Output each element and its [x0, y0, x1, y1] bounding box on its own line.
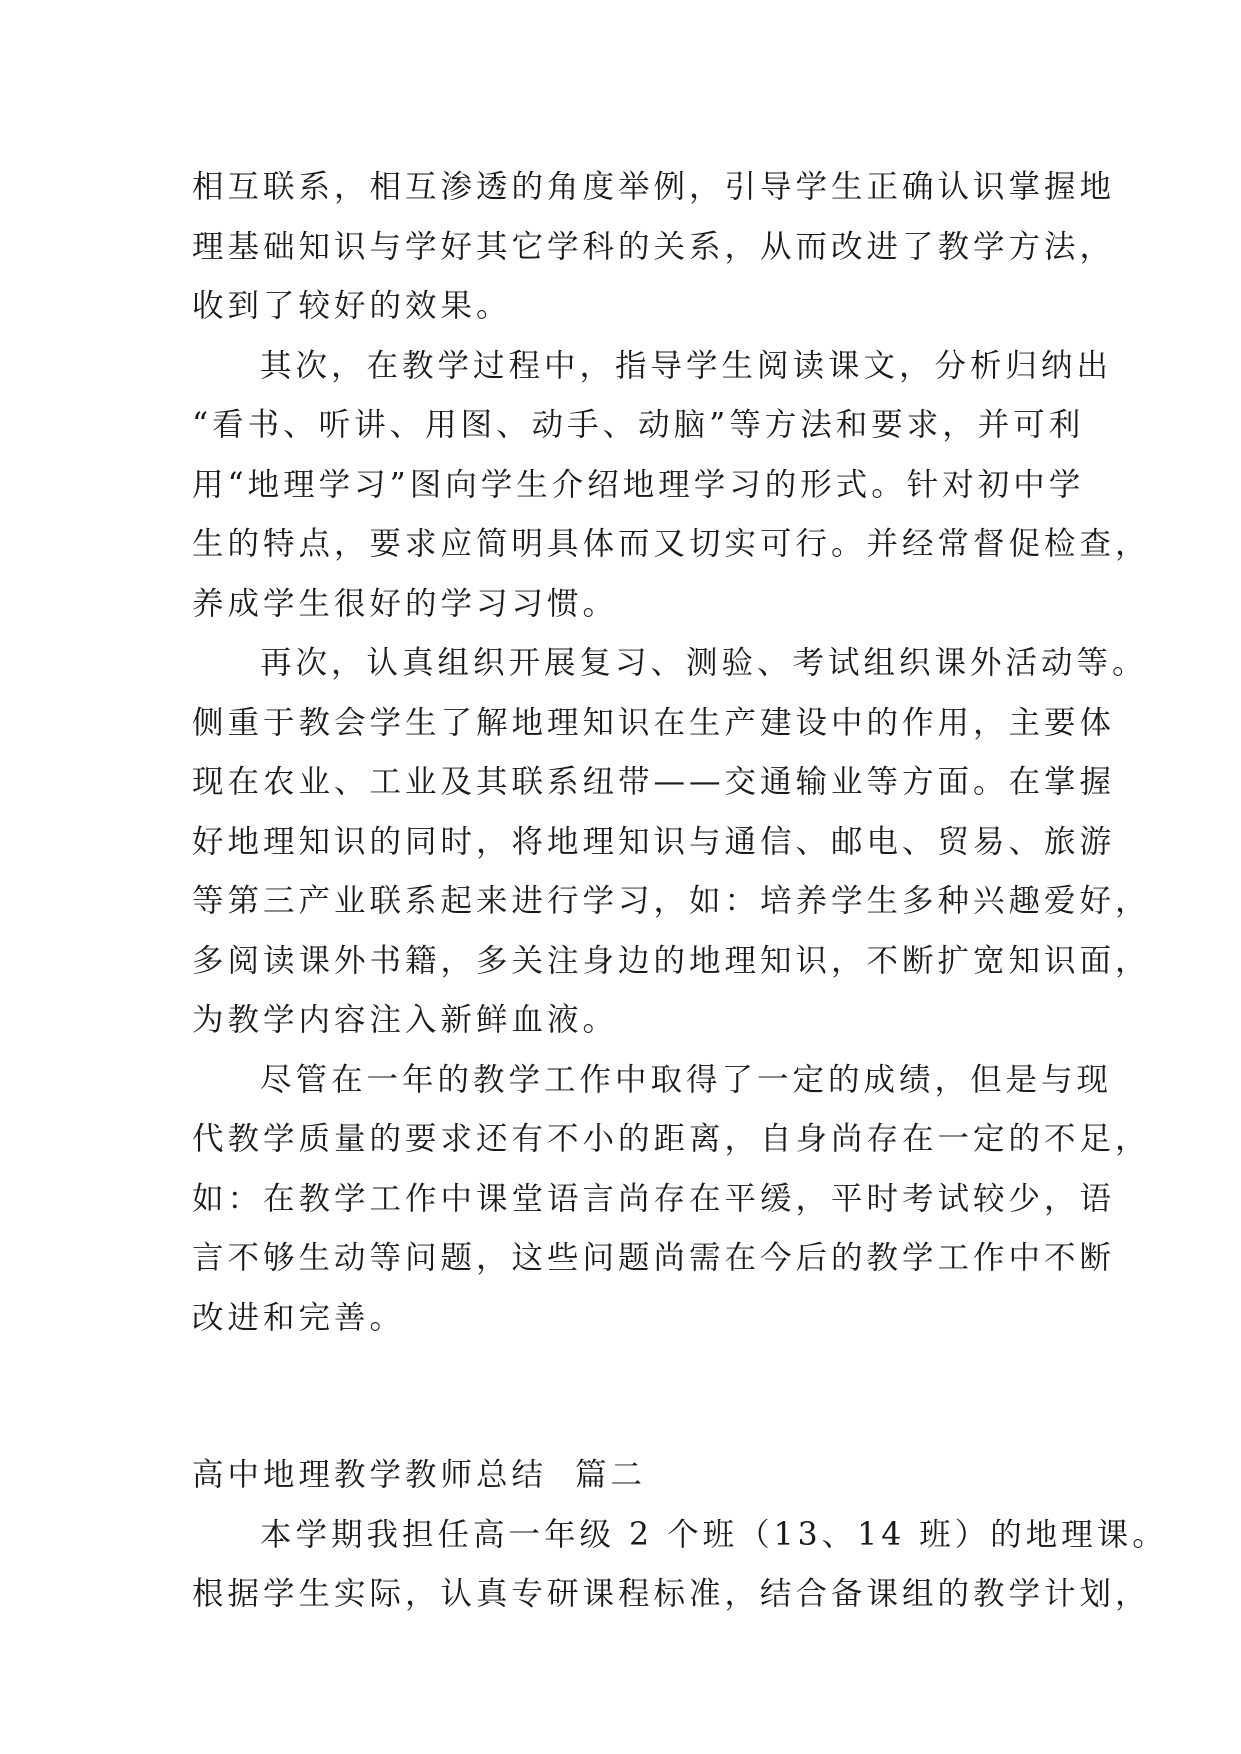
paragraph-start-line: 再次，认真组织开展复习、测验、考试组织课外活动等。 [260, 645, 1148, 681]
text-line: 收到了较好的效果。 [192, 288, 512, 324]
text-line: 为教学内容注入新鲜血液。 [192, 1002, 619, 1038]
text-line: 好地理知识的同时，将地理知识与通信、邮电、贸易、旅游 [192, 823, 1116, 860]
body-text-part1 [192, 158, 1151, 1348]
text-line: 用“地理学习”图向学生介绍地理学习的形式。针对初中学 [192, 466, 1085, 503]
text-line: “看书、听讲、用图、动手、动脑”等方法和要求，并可利 [192, 407, 1085, 443]
text-line: 改进和完善。 [192, 1299, 406, 1336]
text-line: 养成学生很好的学习习惯。 [192, 585, 619, 622]
paragraph-start-line: 尽管在一年的教学工作中取得了一定的成绩，但是与现 [260, 1061, 1113, 1098]
section-heading: 高中地理教学教师总结 篇二 [192, 1457, 647, 1493]
paragraph-start-line: 本学期我担任高一年级 2 个班（13、14 班）的地理课。 [260, 1516, 1168, 1553]
text-line: 理基础知识与学好其它学科的关系，从而改进了教学方法， [192, 228, 1116, 265]
body-text-part2 [192, 1446, 1168, 1625]
text-line: 现在农业、工业及其联系纽带——交通输业等方面。在掌握 [192, 764, 1116, 800]
text-line: 如：在教学工作中课堂语言尚存在平缓，平时考试较少，语 [192, 1180, 1116, 1217]
paragraph-start-line: 其次，在教学过程中，指导学生阅读课文，分析归纳出 [260, 347, 1113, 384]
text-line: 根据学生实际，认真专研课程标准，结合备课组的教学计划， [192, 1576, 1151, 1612]
text-line: 等第三产业联系起来进行学习，如：培养学生多种兴趣爱好， [192, 883, 1151, 919]
text-line: 生的特点，要求应简明具体而又切实可行。并经常督促检查， [192, 526, 1151, 562]
text-line: 代教学质量的要求还有不小的距离，自身尚存在一定的不足， [192, 1121, 1151, 1157]
text-line: 言不够生动等问题，这些问题尚需在今后的教学工作中不断 [192, 1240, 1116, 1276]
text-line: 相互联系，相互渗透的角度举例，引导学生正确认识掌握地 [192, 169, 1116, 205]
text-line: 侧重于教会学生了解地理知识在生产建设中的作用，主要体 [192, 704, 1116, 741]
text-line: 多阅读课外书籍，多关注身边的地理知识，不断扩宽知识面， [192, 942, 1151, 979]
